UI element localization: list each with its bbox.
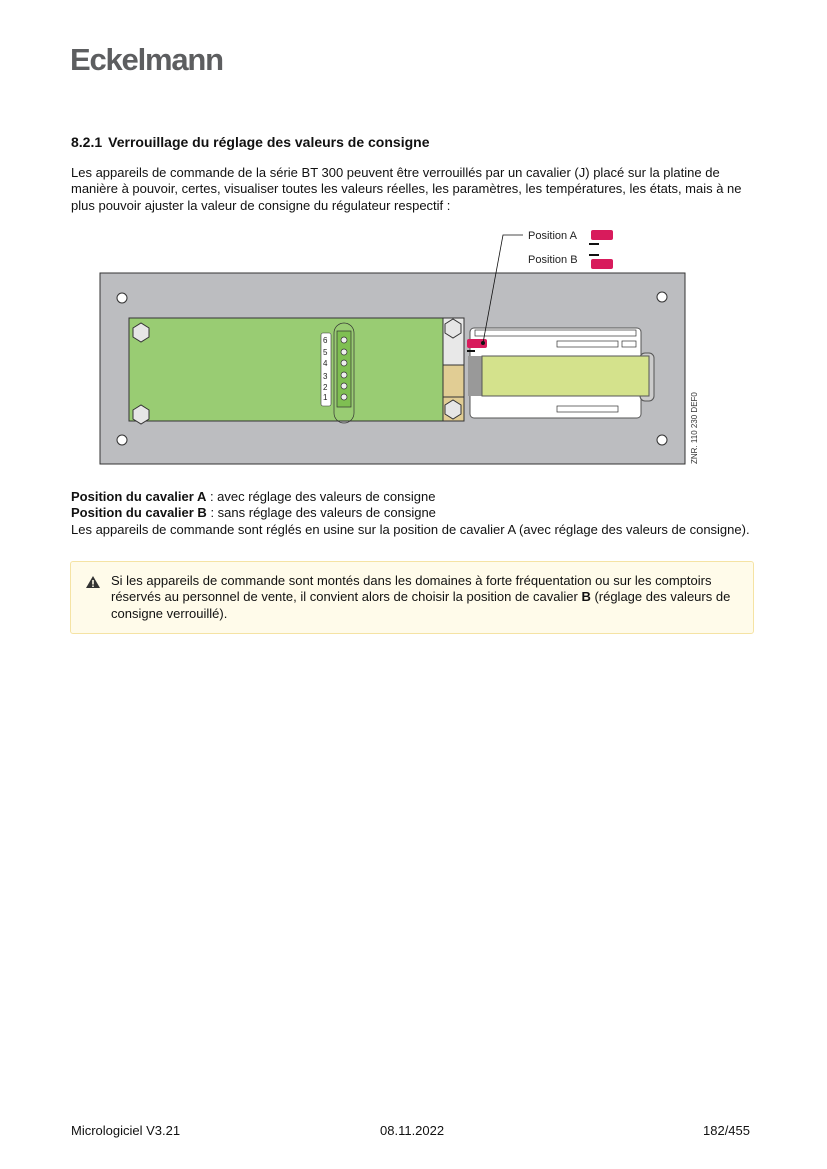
drawing-number: ZNR. 110 230 DEF0 [690, 392, 699, 464]
terminal-label: 2 [323, 383, 328, 392]
jumper-position-b [591, 259, 613, 269]
section-heading: 8.2.1 Verrouillage du réglage des valeurs de consigne [71, 134, 430, 150]
intro-paragraph: Les appareils de commande de la série BT 300 peuvent être verrouillés par un cavalier (J) placé sur la platine de manière à pouvoir, certes, visualiser toutes les valeurs réelles, les paramètres, les températures, les états, mais à ne plus pouvoir ajuster la valeur de consigne du régulateur respectif : [71, 165, 742, 213]
warning-note: Si les appareils de commande sont montés dans les domaines à forte fréquentation ou sur les comptoirs réservés au personnel de vente, il convient alors de choisir la position de cavalier B (réglage des valeurs de consigne verrouillé). [70, 561, 754, 634]
jumper-position-a [591, 230, 613, 240]
terminal-label: 6 [323, 336, 328, 345]
position-b-label: Position B [528, 254, 578, 266]
position-a-label: Position A [528, 230, 577, 242]
jumper-diagram [0, 0, 827, 480]
terminal-label: 4 [323, 359, 328, 368]
terminal-label: 1 [323, 393, 328, 402]
terminal-label: 3 [323, 372, 328, 381]
eckelmann-logo: Eckelmann [70, 42, 223, 77]
warning-icon [85, 575, 101, 589]
positions-text: Position du cavalier A : avec réglage des valeurs de consigne Position du cavalier B : sans réglage des valeurs de consigne Les appareils de commande sont réglés en usine sur la position de cavalier A (avec réglage des valeurs de consigne). [71, 489, 750, 537]
footer-date: 08.11.2022 [380, 1123, 445, 1138]
footer-page: 182/455 [703, 1123, 750, 1138]
footer-version: Micrologiciel V3.21 [71, 1123, 181, 1138]
terminal-label: 5 [323, 348, 328, 357]
